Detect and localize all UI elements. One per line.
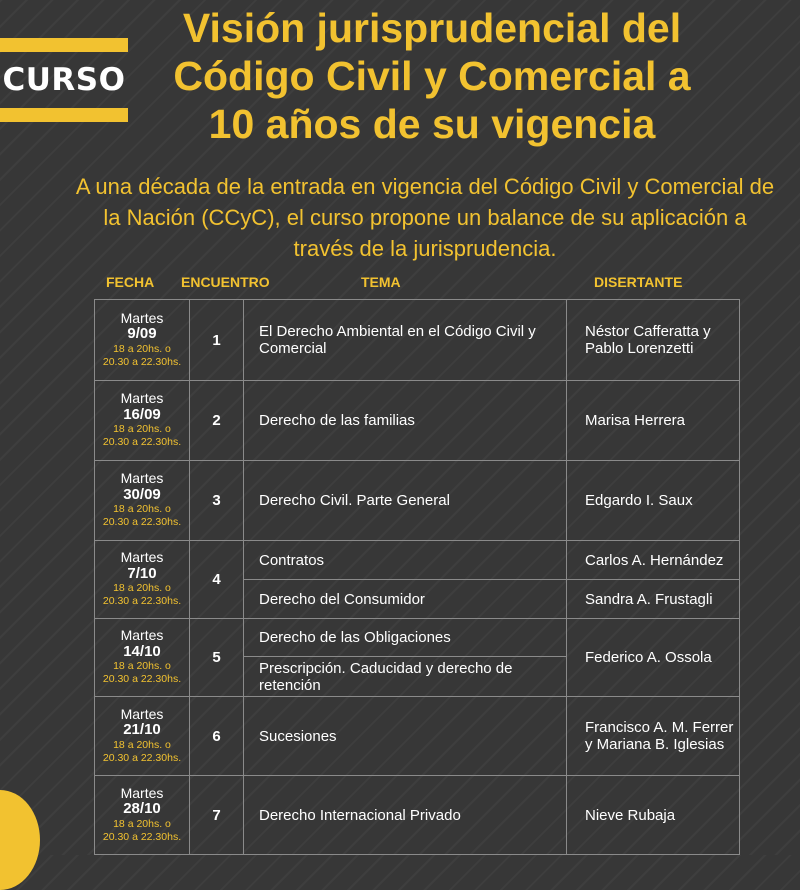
date-label: 16/09 — [123, 405, 161, 423]
topic-cell: Derecho del Consumidor — [244, 580, 567, 619]
hours-label: 18 a 20hs. o — [113, 342, 171, 355]
session-number: 6 — [190, 697, 244, 776]
date-cell — [95, 541, 190, 619]
hours-label: 20.30 a 22.30hs. — [102, 751, 182, 764]
hours-label: 18 a 20hs. o — [113, 503, 171, 516]
decorative-corner-shape — [0, 790, 40, 890]
topic-cell: Derecho de las familias — [244, 381, 567, 461]
hours-label: 20.30 a 22.30hs. — [102, 595, 182, 608]
header-disertante: DISERTANTE — [594, 274, 683, 290]
date-label: 30/09 — [123, 485, 161, 503]
speaker-cell: Néstor Cafferatta y Pablo Lorenzetti — [567, 300, 740, 381]
session-number: 4 — [190, 541, 244, 619]
date-cell — [95, 300, 190, 381]
table-row — [95, 300, 740, 381]
hours-label: 20.30 a 22.30hs. — [102, 830, 182, 843]
topic-cell: El Derecho Ambiental en el Código Civil y Comercial — [244, 300, 567, 381]
session-number: 7 — [190, 776, 244, 855]
date-label: 14/10 — [123, 642, 161, 660]
hours-label: 20.30 a 22.30hs. — [102, 355, 182, 368]
date-cell — [95, 776, 190, 855]
session-number: 2 — [190, 381, 244, 461]
header-fecha: FECHA — [106, 274, 155, 290]
speaker-cell: Edgardo I. Saux — [567, 461, 740, 541]
title-line: Código Civil y Comercial a — [173, 53, 691, 99]
date-cell — [95, 461, 190, 541]
speaker-cell: Sandra A. Frustagli — [567, 580, 740, 619]
speaker-cell: Federico A. Ossola — [567, 619, 740, 697]
table-row — [95, 461, 740, 541]
hours-label: 18 a 20hs. o — [113, 660, 171, 673]
accent-stripe-top — [0, 38, 128, 52]
header-tema: TEMA — [361, 274, 401, 290]
title-line: 10 años de su vigencia — [208, 101, 656, 147]
date-cell — [95, 381, 190, 461]
day-label: Martes — [120, 470, 164, 487]
table-row — [95, 776, 740, 855]
speaker-cell: Nieve Rubaja — [567, 776, 740, 855]
hours-label: 18 a 20hs. o — [113, 817, 171, 830]
topic-cell: Derecho de las Obligaciones — [244, 619, 567, 657]
title-line: Visión jurisprudencial del — [182, 5, 682, 51]
course-badge: CURSO — [2, 62, 126, 98]
accent-stripe-bottom — [0, 108, 128, 122]
date-label: 9/09 — [127, 325, 157, 343]
day-label: Martes — [120, 309, 164, 326]
date-cell — [95, 619, 190, 697]
table-row — [95, 541, 740, 580]
date-label: 28/10 — [123, 800, 161, 818]
description-line: través de la jurisprudencia. — [293, 236, 557, 261]
header-encuentro: ENCUENTRO — [181, 274, 270, 290]
topic-cell: Sucesiones — [244, 697, 567, 776]
hours-label: 20.30 a 22.30hs. — [102, 436, 182, 449]
topic-cell: Derecho Internacional Privado — [244, 776, 567, 855]
description-line: A una década de la entrada en vigencia del Código Civil y Comercial de — [75, 174, 775, 199]
session-number: 5 — [190, 619, 244, 697]
date-cell — [95, 697, 190, 776]
day-label: Martes — [120, 784, 164, 801]
course-description — [40, 171, 800, 264]
hours-label: 20.30 a 22.30hs. — [102, 673, 182, 686]
speaker-cell: Francisco A. M. Ferrer y Mariana B. Iglesias — [567, 697, 740, 776]
hours-label: 18 a 20hs. o — [113, 423, 171, 436]
day-label: Martes — [120, 705, 164, 722]
day-label: Martes — [120, 549, 164, 566]
table-row — [95, 697, 740, 776]
description-line: la Nación (CCyC), el curso propone un balance de su aplicación a — [103, 205, 747, 230]
table-row — [95, 381, 740, 461]
schedule-table — [94, 299, 740, 855]
topic-cell: Prescripción. Caducidad y derecho de retención — [244, 657, 567, 697]
session-number: 3 — [190, 461, 244, 541]
date-label: 21/10 — [123, 721, 161, 739]
speaker-cell: Marisa Herrera — [567, 381, 740, 461]
date-label: 7/10 — [127, 564, 157, 582]
course-title — [132, 4, 732, 148]
hours-label: 18 a 20hs. o — [113, 582, 171, 595]
day-label: Martes — [120, 627, 164, 644]
table-row — [95, 619, 740, 657]
day-label: Martes — [120, 390, 164, 407]
hours-label: 20.30 a 22.30hs. — [102, 516, 182, 529]
session-number: 1 — [190, 300, 244, 381]
topic-cell: Contratos — [244, 541, 567, 580]
speaker-cell: Carlos A. Hernández — [567, 541, 740, 580]
hours-label: 18 a 20hs. o — [113, 738, 171, 751]
topic-cell: Derecho Civil. Parte General — [244, 461, 567, 541]
